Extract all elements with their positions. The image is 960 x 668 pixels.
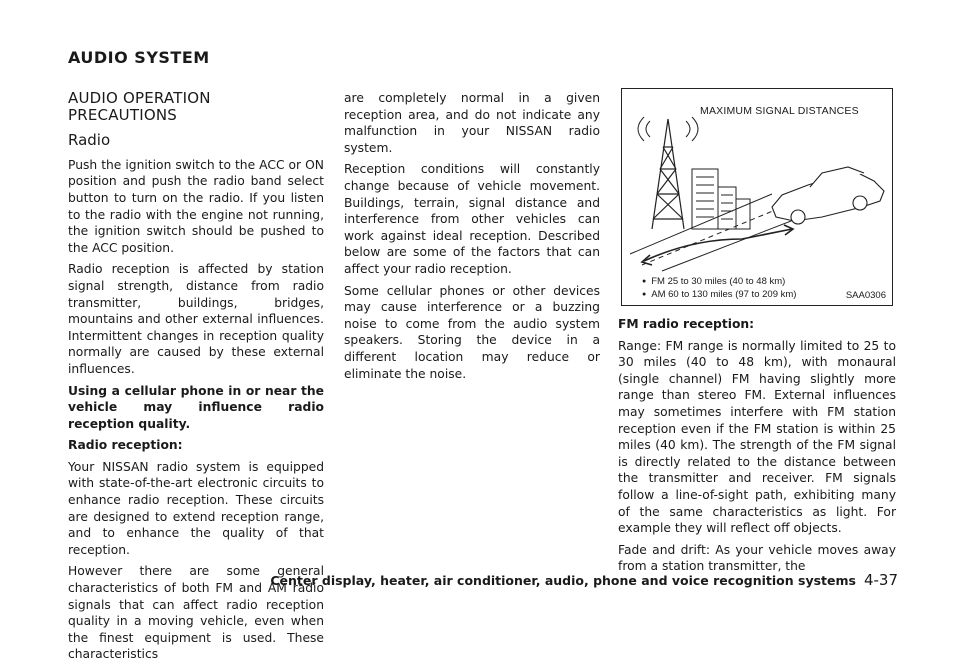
- column-3: [618, 316, 896, 580]
- paragraph: are completely normal in a given reception area, and do not indicate any malfunction in your NISSAN radio system.: [344, 91, 600, 155]
- paragraph: Reception conditions will constantly change because of vehicle movement. Buildings, terrain, signal distance and interference from other vehicles can work against ideal reception. Described below are some of the factors that can affect your radio reception.: [344, 162, 600, 276]
- paragraph: Your NISSAN radio system is equipped with state-of-the-art electronic circuits to enhance radio reception. These circuits are designed to extend reception range, and to enhance the quality of that reception.: [68, 459, 324, 557]
- subheading: Radio: [68, 131, 111, 150]
- legend-item-fm: ● FM 25 to 30 miles (40 to 48 km): [642, 275, 796, 288]
- footer-description: Center display, heater, air conditioner, audio, phone and voice recognition systems: [270, 573, 856, 588]
- signal-distance-figure: [621, 88, 893, 306]
- bold-note: Using a cellular phone in or near the vehicle may influence radio reception quality.: [68, 383, 324, 431]
- subsection-heading: FM radio reception:: [618, 317, 755, 331]
- radio-tower-icon: [652, 119, 684, 229]
- illustration: [622, 89, 892, 305]
- paragraph: However there are some general characteristics of both FM and AM radio signals that can affect radio reception quality in a moving vehicle, even when the finest equipment is used. These characteristics: [68, 564, 324, 662]
- paragraph: Some cellular phones or other devices may cause interference or a buzzing noise to come from the audio system speakers. Storing the device in a different location may reduce or eliminate the noise.: [344, 283, 600, 381]
- paragraph: Fade and drift: As your vehicle moves away from a station transmitter, the: [618, 542, 896, 574]
- figure-title: MAXIMUM SIGNAL DISTANCES: [700, 105, 859, 117]
- page-number: 4-37: [863, 571, 898, 589]
- figure-legend: [642, 275, 796, 301]
- paragraph: Radio reception is affected by station signal strength, distance from radio transmitter, buildings, bridges, mountains and other external influences. Intermittent changes in reception quality normally are caused by these external influences.: [68, 262, 324, 376]
- car-icon: [772, 167, 884, 224]
- subsection-heading: Radio reception:: [68, 438, 183, 453]
- figure-code: SAA0306: [845, 290, 886, 301]
- paragraph: Range: FM range is normally limited to 25 to 30 miles (40 to 48 km), with monaural (single channel) FM having slightly more range than stereo FM. External influences may sometimes interfere with FM station reception even if the FM station is within 25 miles (40 km). The strength of the FM signal is directly related to the distance between the transmitter and receiver. FM signals follow a line-of-sight path, exhibiting many of the same characteristics as light. For example they will reflect off objects.: [618, 338, 896, 536]
- column-2: [344, 90, 600, 387]
- page-footer: [0, 571, 898, 589]
- paragraph: Push the ignition switch to the ACC or ON position and push the radio band select button to turn on the radio. If you listen to the radio with the engine not running, the ignition switch should be pushed to the ACC position.: [68, 157, 324, 255]
- section-title: AUDIO SYSTEM: [68, 48, 210, 67]
- range-arrow-icon: [642, 225, 793, 265]
- heading: AUDIO OPERATION PRECAUTIONS: [68, 89, 211, 124]
- legend-item-am: ● AM 60 to 130 miles (97 to 209 km): [642, 288, 796, 301]
- buildings-icon: [692, 169, 750, 229]
